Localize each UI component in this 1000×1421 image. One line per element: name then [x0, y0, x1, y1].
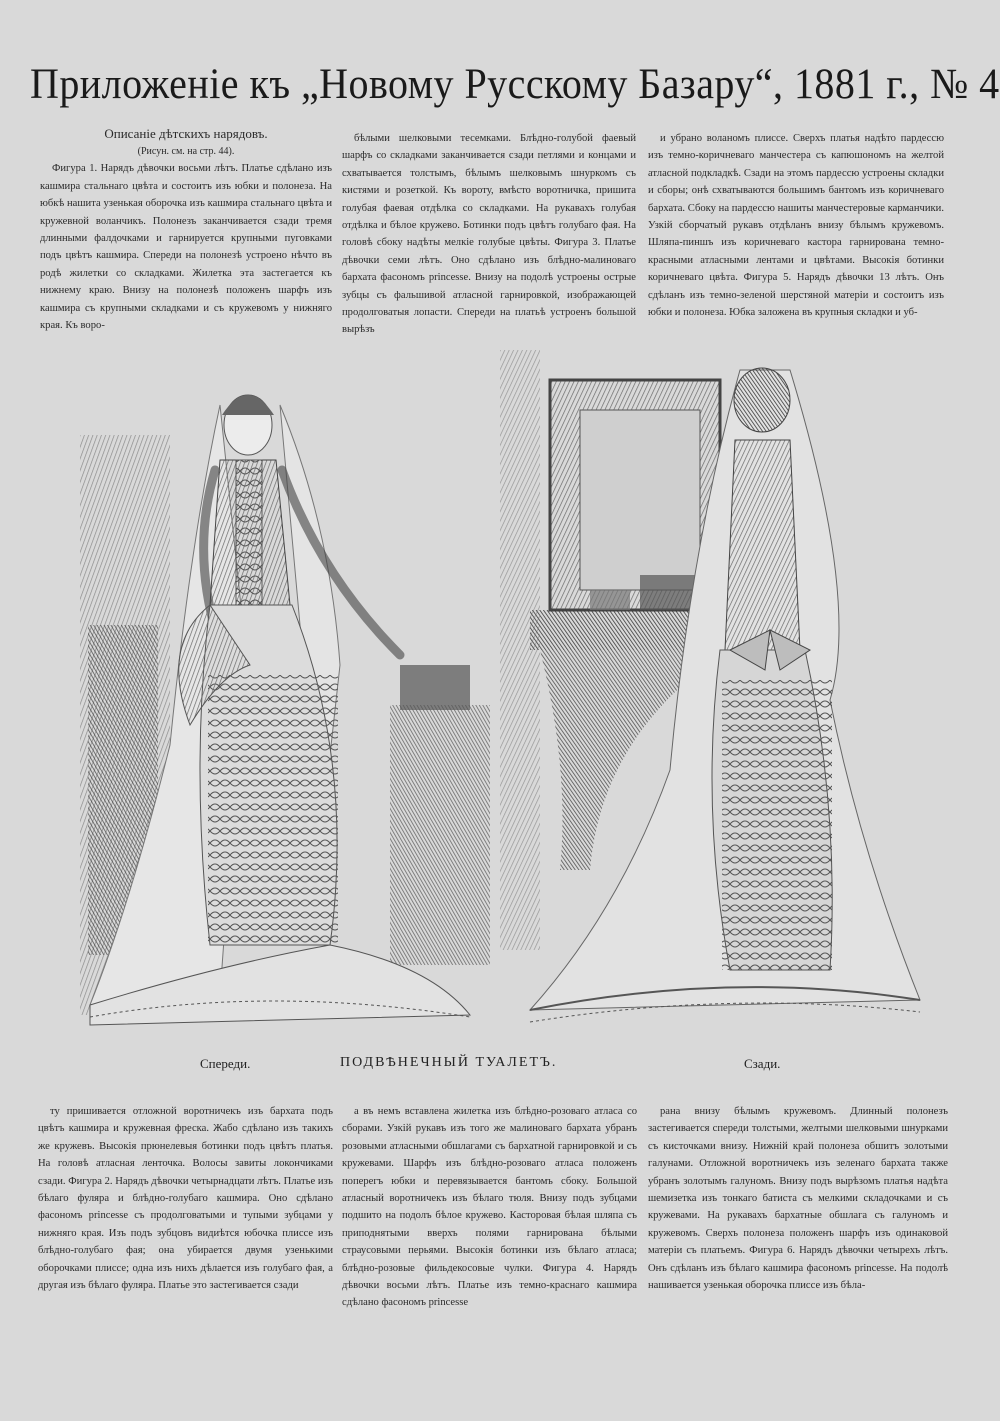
top-column-2 [342, 130, 636, 336]
paragraph: Фигура 1. Нарядъ дѣвочки восьми лѣтъ. Платье сдѣлано изъ кашмира стальнаго цвѣта и состоитъ изъ юбки и полонеза. На юбкѣ нашита узенькая оборочка изъ кашмира стальнаго цвѣта и кружевной воланчикъ. Полонезъ заканчивается сзади тремя длинными фалдочками и гарнируется крупными пуговками подъ цвѣтъ кашмира. Спереди на полонезѣ устроено нѣчто въ родѣ жилетки со складками. Жилетка эта застегается къ нижнему краю. Внизу на полонезѣ положенъ шарфъ изъ кашмира съ крупными складками и съ кружевомъ у нижняго края. Къ воро- [40, 163, 332, 332]
bottom-column-1 [38, 1103, 333, 1403]
bottom-column-2 [342, 1103, 637, 1403]
engraving-front-view [70, 345, 498, 1040]
engraving-back-view [500, 350, 932, 1042]
masthead-title: Приложеніе къ „Новому Русскому Базару“, 1881 г., № 4 [30, 61, 1000, 108]
caption-front: Спереди. [200, 1056, 251, 1071]
section-heading: Описаніе дѣтскихъ нарядовъ. [104, 126, 268, 141]
paragraph: бѣлыми шелковыми тесемками. Блѣдно-голубой фаевый шарфъ со складками заканчивается сзади петлями и концами и схватывается толстымъ, бѣлымъ шелковымъ шнуркомъ съ кистями и розеткой. Къ вороту, вмѣсто воротничка, пришита голубая фаевая отдѣлка со складками. На рукавахъ голубая отдѣлка и бѣлое кружево. Ботинки подъ цвѣтъ голубаго фая. На головѣ сбоку надѣты мелкіе голубые цвѣты. Фигура 3. Платье дѣвочки семи лѣтъ. Оно сдѣлано изъ блѣдно-малиноваго бархата фасономъ princesse. Внизу на подолѣ устроены острые зубцы съ фальшивой атласной гарнировкой, изображающей продолговатыя лопасти. Спереди на платьѣ устроенъ большой вырѣзъ [342, 133, 636, 336]
paragraph: рана внизу бѣлымъ кружевомъ. Длинный полонезъ застегивается спереди толстыми, желтыми шелковыми шнурками съ кисточками внизу. Нижній край полонеза обшитъ золотыми галунами. Отложной воротничекъ изъ зеленаго бархата также убранъ золотымъ галуномъ. Внизу подъ вырѣзомъ платья надѣта шемизетка изъ тонкаго батиста съ мелкими складочками и съ кружевами. На рукавахъ бархатные обшлага съ галуномъ и кружевомъ. Сверхъ полонеза положенъ шарфъ изъ одинаковой матеріи съ платьемъ. Фигура 6. Нарядъ дѣвочки четырехъ лѣтъ. Онъ сдѣланъ изъ бѣлаго кашмира фасономъ princesse. На подолѣ нашивается узенькая оборочка плиссе изъ бѣла- [648, 1106, 948, 1292]
top-column-3 [648, 130, 944, 322]
caption-title: ПОДВѢНЕЧНЫЙ ТУАЛЕТЪ. [340, 1055, 558, 1070]
bottom-column-3 [648, 1103, 948, 1403]
paragraph: и убрано воланомъ плиссе. Сверхъ платья надѣто пардессю изъ темно-коричневаго манчестера съ капюшономъ на желтой атласной подкладкѣ. Сзади на этомъ пардессю устроены складки и сборы; онѣ схватываются большимъ бантомъ изъ коричневаго бархата. Сбоку на пардессю нашиты манчестеровые карманчики. Узкій сборчатый рукавъ отдѣланъ внизу бѣлымъ кружевомъ. Шляпа-пиншъ изъ коричневаго кастора гарнирована темно-красными атласными лентами и цвѣтами. Высокія ботинки коричневаго цвѣта. Фигура 5. Нарядъ дѣвочки 13 лѣтъ. Онъ сдѣланъ изъ темно-зеленой шерстяной матеріи и состоитъ изъ юбки и полонеза. Юбка заложена въ крупныя складки и уб- [648, 133, 944, 319]
top-column-1 [40, 124, 332, 332]
section-subheading: (Рисун. см. на стр. 44). [137, 146, 235, 157]
paragraph: а въ немъ вставлена жилетка изъ блѣдно-розоваго атласа со сборами. Узкій рукавъ изъ того же малиноваго бархата убранъ розовыми атласными обшлагами съ бархатной гарнировкой и съ кружевами. Шарфъ изъ блѣдно-розоваго атласа положенъ поперегъ юбки и перевязывается бантомъ сбоку. Большой атласный воротничекъ изъ бѣлаго тюля. Внизу подъ зубцами подшито на подолъ бѣлое кружево. Касторовая бѣлая шляпа съ приподнятыми вверхъ полями гарнирована бѣлыми страусовыми перьями. Высокія ботинки изъ бѣлаго атласа; блѣдно-розовые фильдекосовые чулки. Фигура 4. Нарядъ дѣвочки восьми лѣтъ. Платье изъ темно-краснаго кашмира сдѣлано фасономъ princesse [342, 1106, 637, 1309]
caption-back: Сзади. [744, 1056, 781, 1071]
paragraph: ту пришивается отложной воротничекъ изъ бархата подъ цвѣтъ кашмира и кружевная фреска. Жабо сдѣлано изъ такихъ же кружевъ. Высокія прюнелевыя ботинки подъ цвѣтъ платья. На головѣ атласная ленточка. Волосы завиты локончиками сзади. Фигура 2. Нарядъ дѣвочки четырнадцати лѣтъ. Платье изъ бѣлаго фуляра и блѣдно-голубаго кашмира. Оно сдѣлано фасономъ princesse съ продолговатыми и тупыми зубцами у нижняго края. Изъ подъ зубцовъ видиѣтся юбочка плиссе изъ блѣдно-голубаго фая; она убирается двумя узенькими оборочками плиссе; одна изъ нихъ дѣлается изъ голубаго фая, а другая изъ бѣлаго фуляра. Платье это застегивается сзади [38, 1106, 333, 1292]
